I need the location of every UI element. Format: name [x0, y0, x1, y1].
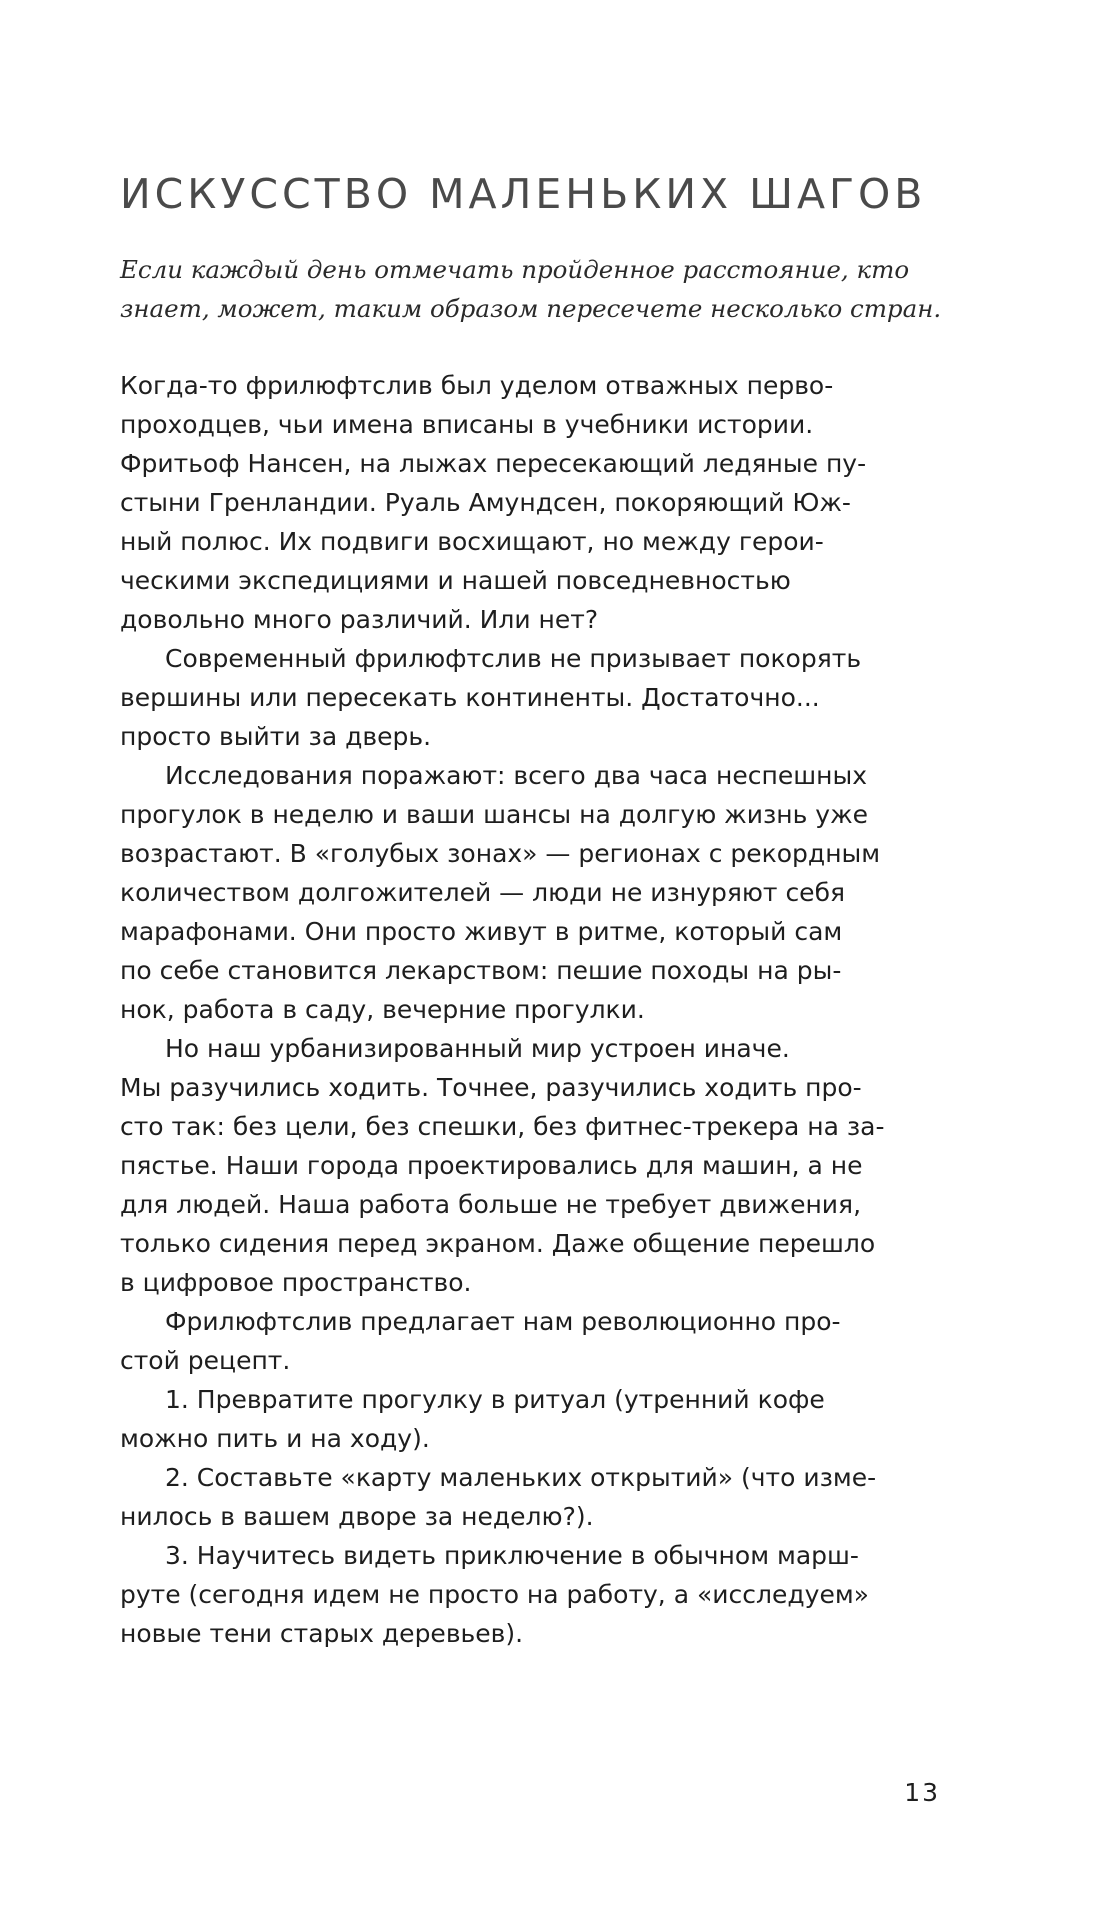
text-line: вершины или пересекать континенты. Достаточно...: [120, 683, 820, 712]
text-line: Когда-то фрилюфтслив был уделом отважных перво-: [120, 371, 834, 400]
list-item-line: нилось в вашем дворе за неделю?).: [120, 1502, 594, 1531]
text-line: Современный фрилюфтслив не призывает покорять: [165, 644, 862, 673]
text-line: Фрилюфтслив предлагает нам революционно про-: [165, 1307, 841, 1336]
text-line: просто выйти за дверь.: [120, 722, 432, 751]
text-line: только сидения перед экраном. Даже общение перешло: [120, 1229, 876, 1258]
text-line: Фритьоф Нансен, на лыжах пересекающий ледяные пу-: [120, 449, 867, 478]
list-item-line: руте (сегодня идем не просто на работу, а «исследуем»: [120, 1580, 869, 1609]
list-item-line: новые тени старых деревьев).: [120, 1619, 524, 1648]
text-line: нок, работа в саду, вечерние прогулки.: [120, 995, 645, 1024]
epigraph: [120, 250, 942, 328]
text-line: прогулок в неделю и ваши шансы на долгую жизнь уже: [120, 800, 868, 829]
text-line: довольно много различий. Или нет?: [120, 605, 599, 634]
list-item-line: можно пить и на ходу).: [120, 1424, 430, 1453]
list-item-line: 1. Превратите прогулку в ритуал (утренний кофе: [165, 1385, 825, 1414]
text-line: сто так: без цели, без спешки, без фитнес-трекера на за-: [120, 1112, 885, 1141]
chapter-title: ИСКУССТВО МАЛЕНЬКИХ ШАГОВ: [120, 170, 927, 218]
body-text: [120, 366, 940, 1653]
text-line: по себе становится лекарством: пешие походы на ры-: [120, 956, 842, 985]
text-line: Но наш урбанизированный мир устроен иначе.: [165, 1034, 790, 1063]
text-line: стой рецепт.: [120, 1346, 291, 1375]
text-line: в цифровое пространство.: [120, 1268, 472, 1297]
page-number: 13: [904, 1778, 940, 1807]
text-line: возрастают. В «голубых зонах» — регионах с рекордным: [120, 839, 881, 868]
list-item-line: 3. Научитесь видеть приключение в обычном марш-: [165, 1541, 859, 1570]
text-line: количеством долгожителей — люди не изнуряют себя: [120, 878, 846, 907]
text-line: ный полюс. Их подвиги восхищают, но между герои-: [120, 527, 824, 556]
list-item-line: 2. Составьте «карту маленьких открытий» (что изме-: [165, 1463, 877, 1492]
text-line: Исследования поражают: всего два часа неспешных: [165, 761, 867, 790]
text-line: марафонами. Они просто живут в ритме, который сам: [120, 917, 843, 946]
text-line: ческими экспедициями и нашей повседневностью: [120, 566, 791, 595]
text-line: проходцев, чьи имена вписаны в учебники истории.: [120, 410, 814, 439]
text-line: Мы разучились ходить. Точнее, разучились ходить про-: [120, 1073, 862, 1102]
epigraph-line: Если каждый день отмечать пройденное расстояние, кто: [120, 255, 910, 284]
text-line: для людей. Наша работа больше не требует движения,: [120, 1190, 862, 1219]
text-line: стыни Гренландии. Руаль Амундсен, покоряющий Юж-: [120, 488, 851, 517]
epigraph-line: знает, может, таким образом пересечете несколько стран.: [120, 294, 942, 323]
text-line: пястье. Наши города проектировались для машин, а не: [120, 1151, 863, 1180]
